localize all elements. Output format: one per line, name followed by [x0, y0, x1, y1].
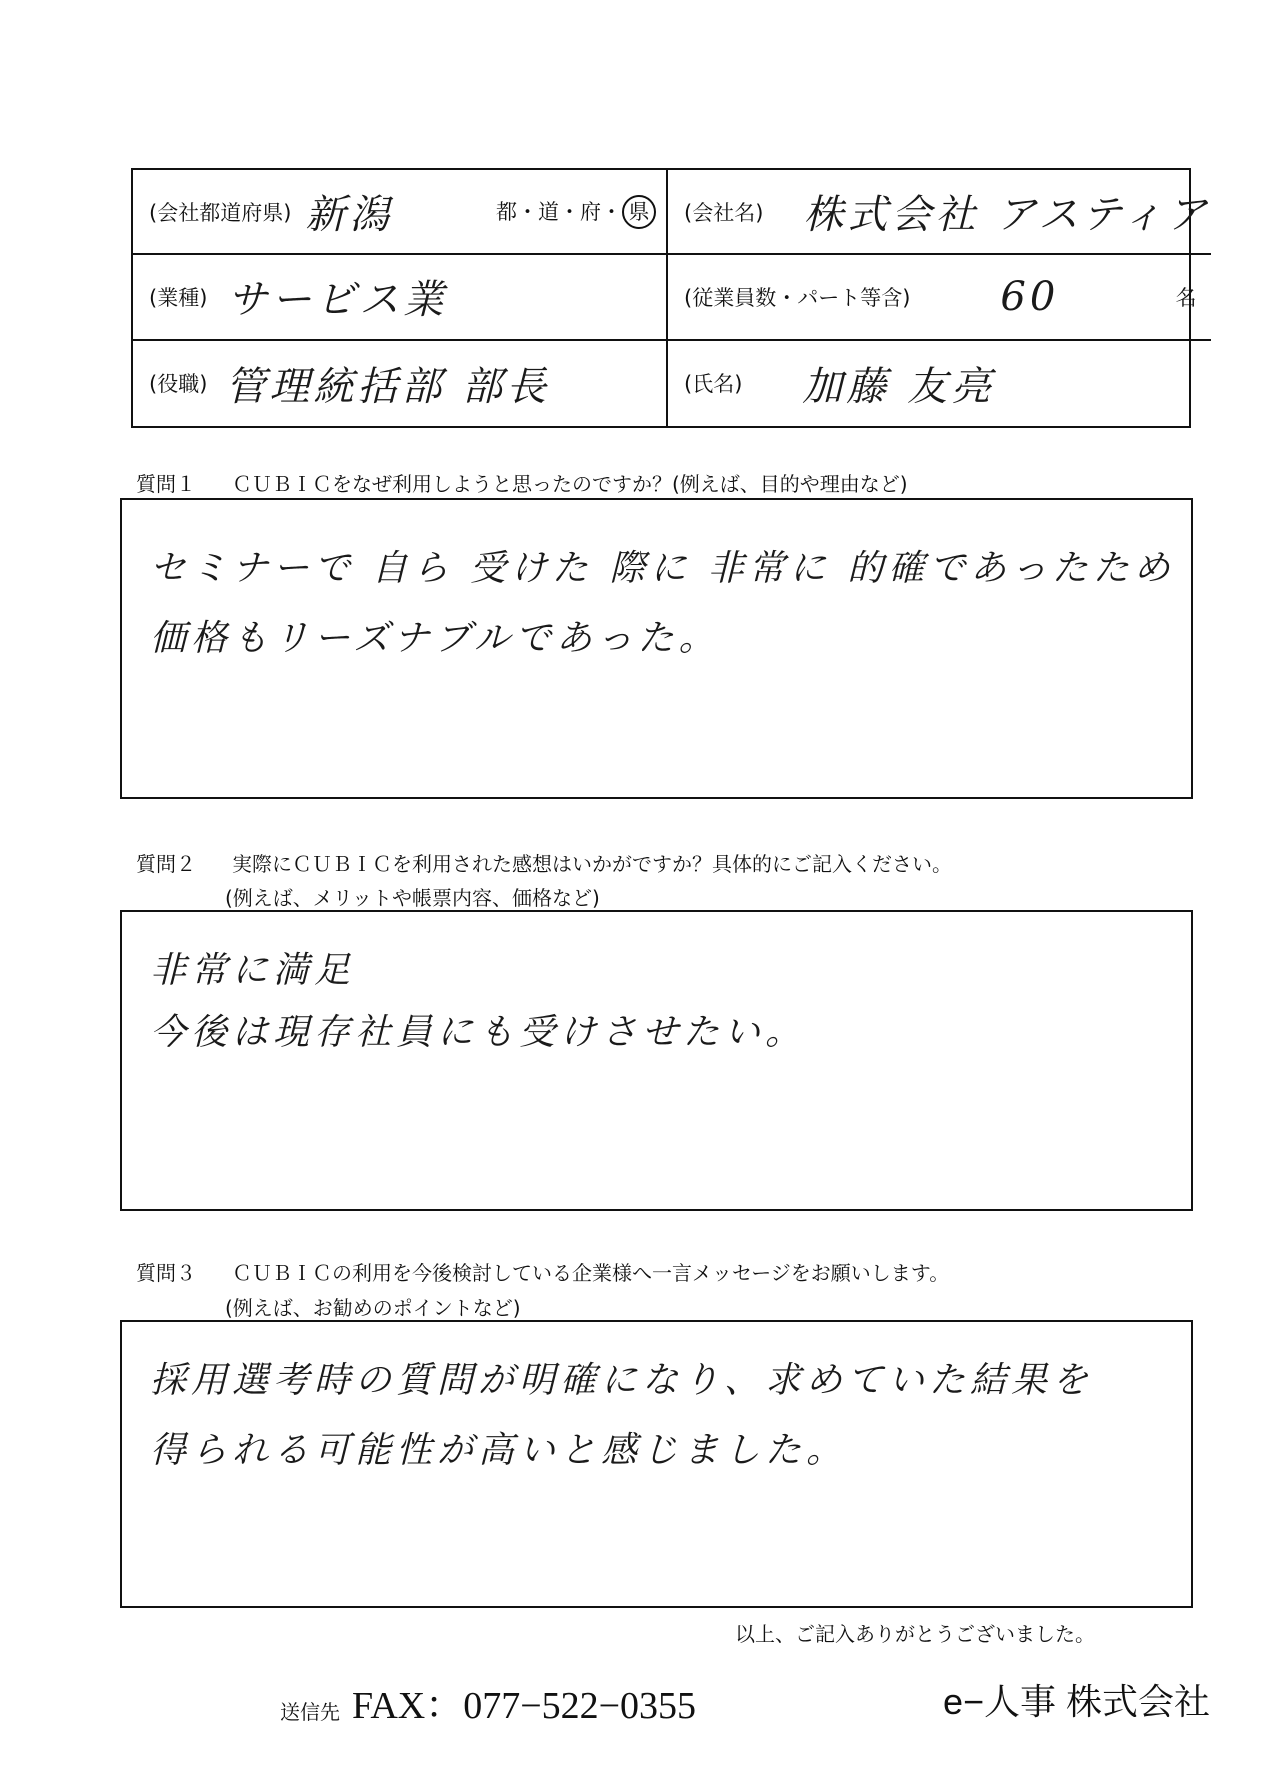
prefecture-label: (会社都道府県) — [149, 200, 292, 225]
q1-answer-line-1: セミナーで 自ら 受けた 際に 非常に 的確であったため — [150, 548, 1175, 589]
name-cell — [668, 341, 1211, 426]
company-value: 株式会社 アスティア — [803, 192, 1211, 239]
name-value: 加藤 友亮 — [802, 363, 996, 410]
send-to-label: 送信先 — [280, 1700, 340, 1724]
q2-text: 実際にＣＵＢＩＣを利用された感想はいかがですか？具体的にご記入ください。 — [232, 852, 952, 876]
q3-heading — [136, 1257, 949, 1286]
q2-example: (例えば、メリットや帳票内容、価格など) — [225, 886, 600, 910]
q3-answer-line-1: 採用選考時の質問が明確になり、求めていた結果を — [150, 1360, 1094, 1401]
employees-label: (従業員数・パート等含) — [684, 285, 911, 310]
position-cell — [133, 341, 668, 426]
q1-number: 質問１ — [136, 472, 196, 496]
q1-heading — [136, 468, 908, 497]
prefecture-value: 新潟 — [305, 192, 394, 239]
respondent-info-table — [131, 168, 1211, 428]
industry-cell — [133, 255, 668, 340]
prefecture-suffix-circled: 県 — [622, 195, 656, 229]
industry-label: (業種) — [149, 285, 208, 310]
prefecture-cell — [133, 170, 668, 255]
q3-text: ＣＵＢＩＣの利用を今後検討している企業様へ一言メッセージをお願いします。 — [232, 1261, 950, 1285]
industry-value: サービス業 — [227, 277, 448, 324]
q3-answer-line-2: 得られる可能性が高いと感じました。 — [150, 1430, 848, 1471]
employees-value: 60 — [1000, 273, 1060, 320]
prefecture-suffix — [496, 195, 656, 229]
employees-cell — [668, 255, 1211, 340]
q2-answer-line-1: 非常に満足 — [150, 950, 356, 991]
sender-company: e−人事 株式会社 — [942, 1681, 1210, 1722]
q3-answer-box — [120, 1320, 1193, 1608]
q3-number: 質問３ — [136, 1261, 196, 1285]
q1-text: ＣＵＢＩＣをなぜ利用しようと思ったのですか？(例えば、目的や理由など) — [232, 472, 908, 496]
employees-unit: 名 — [1175, 285, 1197, 310]
position-label: (役職) — [149, 372, 208, 397]
q3-example: (例えば、お勧めのポイントなど) — [225, 1296, 521, 1320]
closing-thanks: 以上、ご記入ありがとうございました。 — [735, 1622, 1095, 1646]
q2-answer-line-2: 今後は現存社員にも受けさせたい。 — [150, 1012, 807, 1053]
company-cell — [668, 170, 1211, 255]
name-label: (氏名) — [684, 372, 743, 397]
footer — [280, 1670, 1210, 1730]
q2-answer-box — [120, 910, 1193, 1211]
prefecture-suffix-options: 都・道・府・ — [496, 199, 622, 224]
fax-number: FAX：077−522−0355 — [352, 1685, 697, 1727]
q2-number: 質問２ — [136, 852, 196, 876]
q2-heading — [136, 848, 952, 877]
company-label: (会社名) — [684, 200, 764, 225]
q1-answer-line-2: 価格もリーズナブルであった。 — [150, 618, 720, 659]
position-value: 管理統括部 部長 — [225, 363, 551, 410]
q1-answer-box — [120, 498, 1193, 799]
